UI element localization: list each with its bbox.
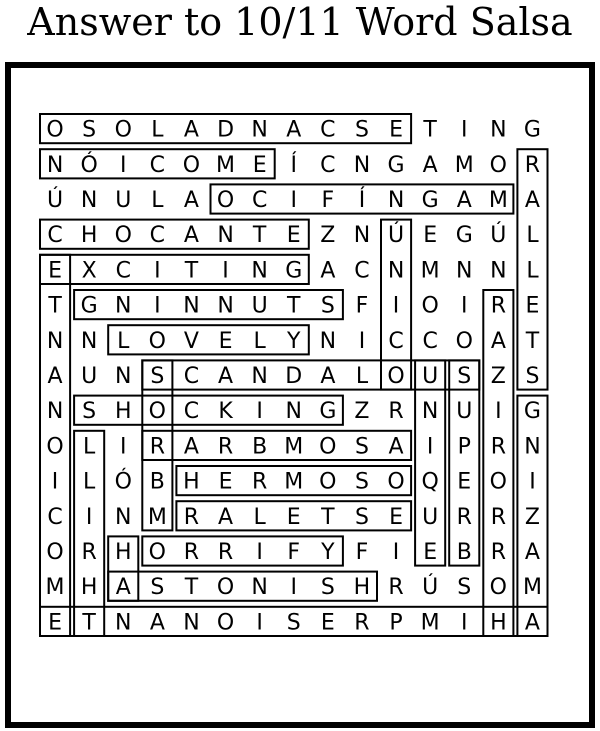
grid-letter: Ú <box>490 223 507 249</box>
grid-letter: O <box>489 152 508 178</box>
grid-letter: N <box>251 117 268 143</box>
grid-letter: I <box>461 117 468 143</box>
grid-letter: L <box>151 117 164 143</box>
grid-letter: A <box>490 328 506 354</box>
grid-letter: C <box>320 152 336 178</box>
grid-letter: Í <box>290 152 297 178</box>
grid-letter: I <box>392 293 400 319</box>
grid-letter: H <box>80 575 98 601</box>
grid-letter: O <box>319 469 337 495</box>
grid-letter: R <box>217 540 234 565</box>
grid-letter: I <box>392 540 400 565</box>
grid-letter: E <box>218 469 233 495</box>
grid-letter: T <box>252 223 267 249</box>
grid-letter: S <box>82 117 97 143</box>
grid-letter: S <box>457 575 472 601</box>
grid-letter: T <box>423 117 437 143</box>
grid-letter: V <box>183 328 199 354</box>
answer-box <box>108 325 309 354</box>
grid-letter: O <box>387 469 405 495</box>
grid-letter: E <box>423 540 438 565</box>
grid-letter: I <box>154 258 161 284</box>
grid-letter: O <box>489 469 508 495</box>
answer-box <box>108 572 377 601</box>
grid-letter: M <box>216 152 236 178</box>
grid-letter: O <box>46 117 64 143</box>
grid-letter: N <box>490 117 507 143</box>
grid-letter: G <box>319 399 337 425</box>
grid-letter: T <box>321 504 335 530</box>
grid-letter: E <box>457 469 472 495</box>
grid-letter: L <box>83 469 96 495</box>
answer-box <box>40 255 309 284</box>
puzzle-frame <box>5 62 595 728</box>
grid-letter: Í <box>358 188 366 213</box>
word-search-grid <box>11 68 589 722</box>
grid-letter: N <box>251 258 268 284</box>
grid-letter: I <box>154 293 161 319</box>
grid-letter: C <box>149 223 166 249</box>
grid-letter: N <box>46 152 64 178</box>
grid-letter: E <box>389 117 404 143</box>
grid-letter: N <box>80 188 98 213</box>
grid-letter: A <box>183 434 199 460</box>
grid-letter: S <box>457 364 472 389</box>
grid-letter: N <box>251 575 268 601</box>
grid-letter: O <box>319 434 337 460</box>
grid-letter: D <box>217 117 235 143</box>
grid-letter: C <box>183 364 200 389</box>
grid-letter: L <box>117 328 130 354</box>
grid-letter: N <box>285 399 302 425</box>
grid-letter: C <box>47 504 63 530</box>
grid-letter: C <box>115 258 131 284</box>
grid-letter: N <box>115 364 132 389</box>
grid-letter: C <box>320 117 336 143</box>
grid-letter: L <box>253 328 266 354</box>
grid-letter: L <box>526 258 539 284</box>
grid-letter: A <box>524 540 540 565</box>
grid-letter: R <box>456 504 472 530</box>
grid-letter: Z <box>354 399 370 425</box>
grid-letter: N <box>115 504 132 530</box>
grid-letter: O <box>46 434 64 460</box>
grid-letter: L <box>526 223 539 249</box>
grid-letter: R <box>217 434 234 460</box>
answer-box <box>415 360 445 565</box>
grid-letter: I <box>290 575 297 601</box>
grid-letter: E <box>48 610 63 636</box>
grid-letter: Y <box>321 540 335 565</box>
grid-letter: I <box>358 328 366 354</box>
grid-letter: F <box>355 293 369 319</box>
grid-letter: T <box>287 293 301 319</box>
grid-letter: I <box>256 610 263 636</box>
grid-letter: N <box>524 434 541 460</box>
grid-letter: A <box>388 434 404 460</box>
grid-letter: O <box>387 364 405 389</box>
grid-letter: O <box>216 575 235 601</box>
grid-letter: N <box>217 293 234 319</box>
grid-letter: A <box>218 504 234 530</box>
grid-letter: I <box>51 469 59 495</box>
grid-letter: I <box>222 258 229 284</box>
grid-letter: I <box>120 152 127 178</box>
grid-letter: O <box>46 540 64 565</box>
grid-letter: C <box>388 328 404 354</box>
grid-letter: B <box>252 434 268 460</box>
answer-box <box>449 360 479 565</box>
grid-letter: U <box>422 504 439 530</box>
grid-letter: O <box>455 328 473 354</box>
grid-letter: G <box>523 399 541 425</box>
grid-letter: C <box>251 188 268 213</box>
grid-letter: M <box>284 434 304 460</box>
grid-letter: S <box>354 117 369 143</box>
grid-letter: R <box>490 540 506 565</box>
grid-letter: E <box>252 152 267 178</box>
grid-letter: A <box>286 117 302 143</box>
grid-letter: N <box>387 258 405 284</box>
grid-letter: C <box>183 399 200 425</box>
grid-letter: I <box>426 434 434 460</box>
grid-letter: O <box>216 610 235 636</box>
grid-letter: H <box>80 223 98 249</box>
grid-letter: I <box>529 469 536 495</box>
grid-letter: S <box>354 504 369 530</box>
grid-letter: E <box>218 328 233 354</box>
grid-letter: M <box>284 469 304 495</box>
answer-box <box>74 431 104 636</box>
grid-letter: M <box>147 504 167 530</box>
grid-letter: K <box>218 399 233 425</box>
grid-letter: G <box>523 117 541 143</box>
grid-letter: O <box>182 152 201 178</box>
grid-letter: B <box>149 469 165 495</box>
grid-letter: E <box>525 293 540 319</box>
grid-letter: L <box>253 504 266 530</box>
grid-letter: Ó <box>114 469 132 495</box>
grid-letter: I <box>461 293 468 319</box>
grid-letter: S <box>150 575 165 601</box>
grid-letter: I <box>495 399 502 425</box>
grid-letter: A <box>183 188 199 213</box>
grid-letter: Ó <box>80 152 98 178</box>
grid-letter: I <box>85 504 93 530</box>
grid-letter: S <box>525 364 540 389</box>
grid-letter: I <box>256 399 263 425</box>
answer-box <box>142 431 411 460</box>
grid-letter: N <box>387 188 405 213</box>
grid-letter: T <box>184 575 199 601</box>
grid-letter: A <box>320 364 336 389</box>
grid-letter: R <box>524 152 541 178</box>
grid-letter: G <box>387 152 405 178</box>
grid-letter: E <box>286 504 301 530</box>
grid-letter: O <box>489 575 508 601</box>
grid-letter: L <box>83 434 96 460</box>
grid-letter: P <box>457 434 471 460</box>
grid-letter: C <box>422 328 438 354</box>
grid-letter: A <box>218 364 234 389</box>
grid-letter: N <box>353 152 371 178</box>
grid-letter: I <box>290 188 297 213</box>
grid-letter: N <box>80 328 98 354</box>
grid-letter: O <box>421 293 439 319</box>
grid-letter: O <box>114 223 132 249</box>
grid-letter: M <box>420 610 440 636</box>
grid-letter: U <box>115 188 132 213</box>
grid-letter: E <box>48 258 63 284</box>
grid-letter: O <box>148 399 167 425</box>
grid-letter: S <box>82 399 97 425</box>
grid-letter: G <box>285 258 303 284</box>
grid-letter: N <box>319 328 337 354</box>
grid-letter: S <box>354 469 369 495</box>
grid-letter: H <box>353 575 371 601</box>
grid-letter: Ú <box>422 575 439 601</box>
grid-letter: T <box>184 258 199 284</box>
grid-letter: S <box>286 610 301 636</box>
grid-letter: O <box>114 117 132 143</box>
grid-letter: C <box>149 152 166 178</box>
grid-letter: N <box>490 258 507 284</box>
grid-letter: Q <box>421 469 439 495</box>
grid-letter: N <box>183 293 200 319</box>
grid-letter: F <box>355 540 369 565</box>
grid-letter: A <box>456 188 472 213</box>
grid-letter: A <box>183 223 199 249</box>
grid-letter: R <box>81 540 97 565</box>
answer-box <box>142 536 343 565</box>
grid-letter: G <box>421 188 439 213</box>
grid-letter: E <box>320 610 335 636</box>
grid-letter: I <box>461 610 468 636</box>
grid-letter: R <box>354 610 370 636</box>
grid-letter: A <box>524 188 540 213</box>
grid-letter: G <box>80 293 98 319</box>
grid-letter: S <box>150 364 165 389</box>
grid-letter: R <box>183 504 200 530</box>
grid-letter: B <box>456 540 472 565</box>
grid-letter: M <box>454 152 474 178</box>
grid-letter: U <box>251 293 268 319</box>
grid-letter: H <box>183 469 200 495</box>
grid-letter: Z <box>490 364 506 389</box>
grid-letter: H <box>114 399 132 425</box>
grid-letter: U <box>422 364 439 389</box>
page-title: Answer to 10/11 Word Salsa <box>27 0 573 44</box>
grid-letter: T <box>82 610 96 636</box>
grid-letter: F <box>321 188 335 213</box>
grid-letter: A <box>320 258 336 284</box>
grid-letter: G <box>455 223 473 249</box>
grid-letter: N <box>115 610 132 636</box>
grid-letter: U <box>81 364 98 389</box>
grid-letter: R <box>388 399 404 425</box>
grid-letter: Ú <box>46 188 64 213</box>
grid-letter: T <box>48 293 62 319</box>
grid-letter: M <box>45 575 65 601</box>
grid-letter: N <box>421 399 439 425</box>
grid-letter: A <box>115 575 131 601</box>
grid-letter: N <box>217 223 234 249</box>
grid-letter: M <box>420 258 440 284</box>
grid-letter: M <box>522 575 542 601</box>
grid-letter: S <box>320 293 335 319</box>
grid-letter: A <box>183 117 199 143</box>
grid-letter: N <box>353 223 371 249</box>
grid-letter: F <box>287 540 301 565</box>
grid-letter: R <box>490 434 506 460</box>
grid-letter: E <box>286 223 301 249</box>
grid-letter: A <box>47 364 63 389</box>
grid-letter: O <box>216 188 235 213</box>
grid-letter: C <box>354 258 370 284</box>
grid-letter: M <box>488 188 508 213</box>
grid-letter: N <box>115 293 132 319</box>
grid-letter: H <box>490 610 507 636</box>
grid-letter: E <box>423 223 438 249</box>
grid-letter: R <box>149 434 165 460</box>
grid-letter: Z <box>524 504 540 530</box>
grid-letter: I <box>256 540 263 565</box>
grid-letter: X <box>81 258 97 284</box>
grid-letter: A <box>422 152 438 178</box>
grid-letter: R <box>490 293 506 319</box>
grid-letter: N <box>46 328 64 354</box>
grid-letter: A <box>524 610 540 636</box>
grid-letter: N <box>46 399 64 425</box>
grid-letter: R <box>252 469 268 495</box>
grid-letter: C <box>47 223 63 249</box>
grid-letter: N <box>183 610 200 636</box>
grid-letter: R <box>183 540 200 565</box>
grid-letter: T <box>525 328 540 354</box>
grid-letter: L <box>151 188 164 213</box>
grid-letter: O <box>148 540 167 565</box>
grid-letter: N <box>456 258 473 284</box>
grid-letter: R <box>388 575 404 601</box>
grid-letter: H <box>114 540 132 565</box>
grid-letter: S <box>354 434 369 460</box>
grid-letter: O <box>148 328 167 354</box>
grid-letter: P <box>389 610 403 636</box>
grid-letter: S <box>320 575 335 601</box>
grid-letter: D <box>285 364 303 389</box>
grid-letter: E <box>389 504 404 530</box>
grid-letter: L <box>355 364 369 389</box>
grid-letter: A <box>149 610 165 636</box>
grid-letter: Z <box>320 223 336 249</box>
grid-letter: R <box>490 504 506 530</box>
grid-letter: Y <box>287 328 301 354</box>
grid-letter: Ú <box>387 223 405 249</box>
grid-letter: I <box>120 434 127 460</box>
grid-letter: U <box>456 399 473 425</box>
grid-letter: N <box>251 364 268 389</box>
